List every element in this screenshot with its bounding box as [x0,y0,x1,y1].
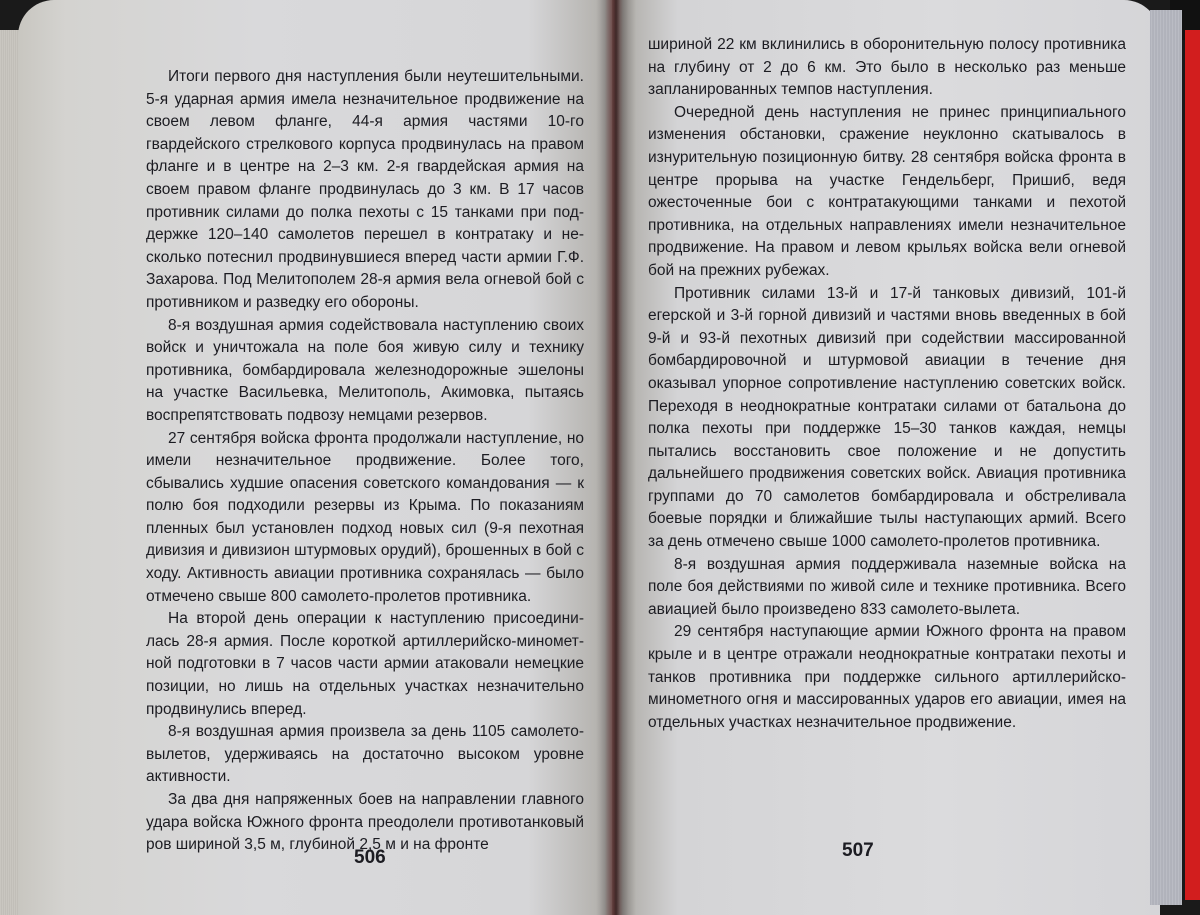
paragraph: Противник силами 13-й и 17-й танковых дивизий, 101-й егерской и 3-й горной дивизий и частями вновь введенных в бой 9-й и 93-й пехотных дивизий при содействии массированной бомбардировочной и штурмовой авиации в течение дня оказывал упорное сопротивление наступлению советских войск. Переходя в неоднократные контратаки силами от батальона до полка пехоты при поддержке 15–30 танков каждая, немцы пытались восстановить свое положение и не допустить дальнейшего продвижения советских войск. Авиация противника группами до 70 самолетов бомбардировала и обстреливала боевые порядки и ближайшие тылы наступающих армий. Всего за день отмечено свыше 1000 самолето-пролетов противника. [648,284,1126,551]
paragraph: 8-я воздушная армия содействовала наступлению своих войск и уничтожала на поле боя живую силу и технику противника, бомбардировала железнодорожные эшелоны на участке Васильевка, Мелитополь, Акимовка, пытаясь воспрепятствовать подвозу немцами резервов. [146,316,584,424]
book-gutter [596,0,636,915]
paragraph: За два дня напряженных боев на направлении главного удара войска Южного фронта преодолели противотанковый ров шириной 3,5 м, глубиной 2,5 м и на фронте [146,791,584,854]
paragraph: 8-я воздушная армия произвела за день 1105 самолето-вылетов, удерживаясь на достаточно высоком уровне активности. [146,723,584,786]
page-number-left: 506 [354,847,386,868]
paragraph: шириной 22 км вклинились в оборонительную полосу противника на глубину от 2 до 6 км. Это было в несколько раз меньше запланированных темпов наступления. [648,36,1126,99]
cover-edge [1185,30,1200,900]
paragraph: Очередной день наступления не принес принципиального изменения обстановки, сражение неуклонно скатывалось в изнурительную позиционную битву. 28 сентября войска фронта в центре прорыва на участке Гендельберг, Пришиб, ведя ожесточенные бои с контратакующими танками и пехотой противника, на отдельных направлениях имели незначительное продвижение. На правом и левом крыльях войска вели огневой бой на прежних рубежах. [648,103,1126,279]
right-page-text [648,34,1126,734]
page-number-right: 507 [842,840,874,861]
paragraph: На второй день операции к наступлению присоединилась 28-я армия. После короткой артиллерийско-минометной подготовки в 7 часов части армии атаковали немецкие позиции, но лишь на отдельных участках незначительно продвинулись вперед. [146,610,584,718]
right-page [612,0,1160,915]
right-page-edges [1150,10,1182,905]
left-page [18,0,618,915]
paragraph: 8-я воздушная армия поддерживала наземные войска на поле боя действиями по живой силе и технике противника. Всего авиацией было произведено 833 самолето-вылета. [648,555,1126,618]
paragraph: 27 сентября войска фронта продолжали наступление, но имели незначительное продвижение. Более того, сбывались худшие опасения советского командования — к полю боя подходили резервы из Крыма. По показаниям пленных был установлен подход новых сил (9-я пехотная дивизия и дивизион штурмовых орудий), брошенных в бой с ходу. Активность авиации противника сохранялась — было отмечено свыше 800 самолето-пролетов противника. [146,429,584,605]
left-page-text [146,66,584,857]
paragraph: Итоги первого дня наступления были неутешительными. 5-я ударная армия имела незначительное продвижение на своем левом фланге, 44-я армия частями 10-го гвардейского стрелкового корпуса продвинулась на правом фланге и в центре на 2–3 км. 2-я гвардейская армия на своем правом фланге продвинулась до 3 км. В 17 часов противник силами до полка пехоты с 15 танками при поддержке 120–140 самолетов перешел в контратаку и несколько потеснил продвинувшиеся вперед части армии Г.Ф. Захарова. Под Мелитополем 28-я армия вела огневой бой с противником и разведку его обороны. [146,68,584,311]
paragraph: 29 сентября наступающие армии Южного фронта на правом крыле и в центре отражали неоднократные контратаки пехоты и танков противника при поддержке сильного артиллерийско-минометного огня и массированных ударов его авиации, имея на отдельных участках незначительное продвижение. [648,623,1126,731]
